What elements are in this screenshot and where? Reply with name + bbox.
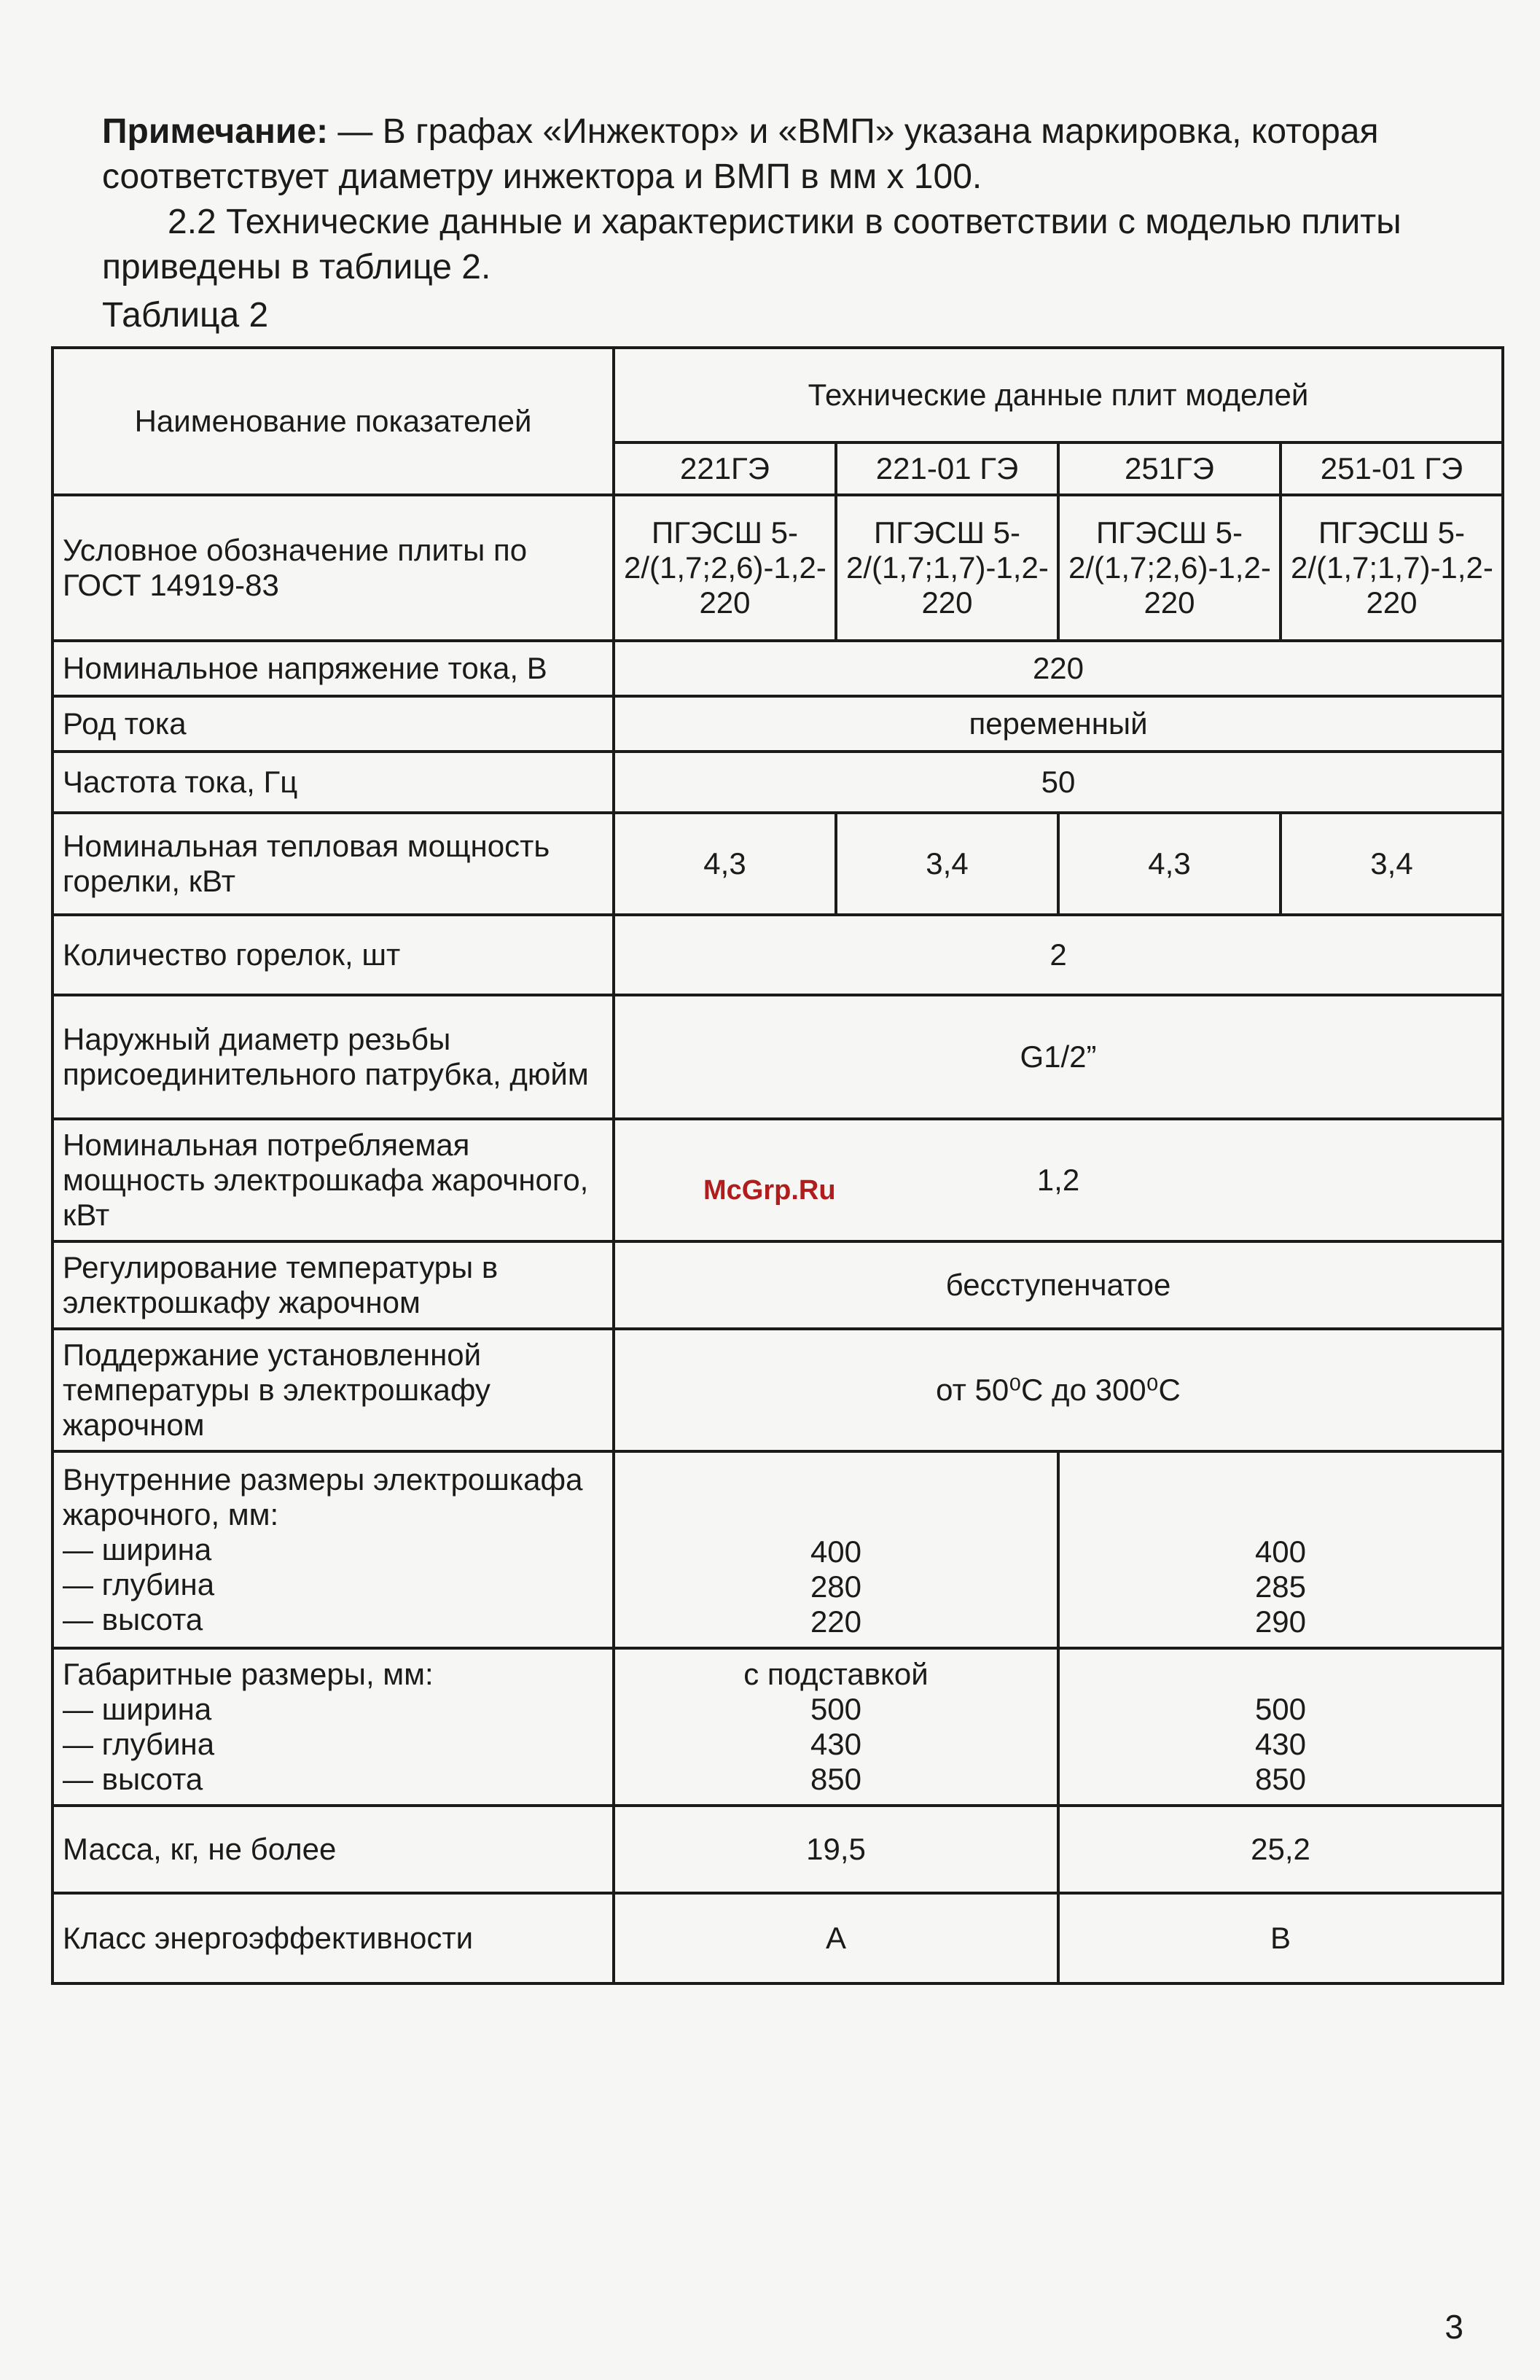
row-label-designation: Условное обозначение плиты по ГОСТ 14919-83 <box>52 495 614 641</box>
row-label-energy-class: Класс энергоэффективности <box>52 1893 614 1983</box>
burner-power-value-2: 3,4 <box>836 813 1058 915</box>
mass-left: 19,5 <box>614 1806 1058 1893</box>
overall-dims-left-value: 430 <box>810 1727 862 1761</box>
mass-right: 25,2 <box>1058 1806 1503 1893</box>
temp-control-value: бесступенчатое <box>614 1241 1503 1329</box>
designation-value-4: ПГЭСШ 5-2/(1,7;1,7)-1,2-220 <box>1281 495 1503 641</box>
table-row <box>52 995 1503 1119</box>
table-caption: Таблица 2 <box>102 296 269 335</box>
current-type-value: переменный <box>614 696 1503 752</box>
inner-dims-item: — ширина <box>63 1532 212 1566</box>
energy-class-left: А <box>614 1893 1058 1983</box>
inner-dims-right-value: 290 <box>1254 1604 1307 1639</box>
spec-table-wrapper <box>51 346 1501 1985</box>
section-paragraph: 2.2 Технические данные и характеристики в соответствии с моделью плиты приведены в таблице 2. <box>102 203 1402 286</box>
overall-dims-right-value: 850 <box>1254 1762 1307 1796</box>
inner-dims-item: — глубина <box>63 1567 215 1601</box>
row-label-overall-dims <box>52 1648 614 1806</box>
inner-dims-right <box>1058 1451 1503 1648</box>
row-label-frequency: Частота тока, Гц <box>52 752 614 813</box>
voltage-value: 220 <box>614 641 1503 696</box>
inner-dims-left-value: 220 <box>810 1604 862 1639</box>
burner-power-value-4: 3,4 <box>1281 813 1503 915</box>
table-row <box>52 495 1503 641</box>
table-row <box>52 696 1503 752</box>
designation-value-1: ПГЭСШ 5-2/(1,7;2,6)-1,2-220 <box>614 495 836 641</box>
inner-dims-left-value: 400 <box>810 1534 862 1569</box>
frequency-value: 50 <box>614 752 1503 813</box>
table-row <box>52 813 1503 915</box>
row-label-burner-power: Номинальная тепловая мощность горелки, кВт <box>52 813 614 915</box>
inner-dims-right-value: 400 <box>1254 1534 1307 1569</box>
header-model-2: 221-01 ГЭ <box>836 442 1058 495</box>
page-number: 3 <box>1445 2308 1463 2346</box>
burner-power-value-1: 4,3 <box>614 813 836 915</box>
overall-dims-left-note: с подставкой <box>743 1657 929 1691</box>
overall-dims-item: — глубина <box>63 1727 215 1761</box>
overall-dims-left-value: 850 <box>810 1762 862 1796</box>
thread-value: G1/2” <box>614 995 1503 1119</box>
header-model-1: 221ГЭ <box>614 442 836 495</box>
row-label-mass: Масса, кг, не более <box>52 1806 614 1893</box>
row-label-inner-dims <box>52 1451 614 1648</box>
inner-dims-right-value: 285 <box>1254 1569 1307 1604</box>
row-label-oven-power: Номинальная потребляемая мощность электрошкафа жарочного, кВт <box>52 1119 614 1241</box>
overall-dims-right-value: 500 <box>1254 1692 1307 1726</box>
watermark: McGrp.Ru <box>703 1175 836 1206</box>
inner-dims-left-value: 280 <box>810 1569 862 1604</box>
row-label-voltage: Номинальное напряжение тока, В <box>52 641 614 696</box>
table-row <box>52 1451 1503 1648</box>
burner-power-value-3: 4,3 <box>1058 813 1281 915</box>
note-paragraph <box>102 109 1531 200</box>
header-model-4: 251-01 ГЭ <box>1281 442 1503 495</box>
temp-range-value: от 50⁰С до 300⁰С <box>614 1329 1503 1451</box>
table-row <box>52 641 1503 696</box>
table-row <box>52 915 1503 995</box>
overall-dims-left <box>614 1648 1058 1806</box>
header-param-col: Наименование показателей <box>52 348 614 495</box>
note-label: Примечание: <box>102 112 329 151</box>
inner-dims-left <box>614 1451 1058 1648</box>
row-label-thread: Наружный диаметр резьбы присоединительного патрубка, дюйм <box>52 995 614 1119</box>
overall-dims-right <box>1058 1648 1503 1806</box>
spec-table <box>51 346 1504 1985</box>
header-group: Технические данные плит моделей <box>614 348 1503 442</box>
row-label-current-type: Род тока <box>52 696 614 752</box>
inner-dims-title: Внутренние размеры электрошкафа жарочного, мм: <box>63 1462 583 1532</box>
row-label-temp-control: Регулирование температуры в электрошкафу жарочном <box>52 1241 614 1329</box>
intro-text <box>102 109 1531 290</box>
overall-dims-item: — высота <box>63 1762 203 1796</box>
designation-value-2: ПГЭСШ 5-2/(1,7;1,7)-1,2-220 <box>836 495 1058 641</box>
table-row <box>52 1241 1503 1329</box>
burner-count-value: 2 <box>614 915 1503 995</box>
table-row <box>52 1648 1503 1806</box>
row-label-burner-count: Количество горелок, шт <box>52 915 614 995</box>
table-row <box>52 1893 1503 1983</box>
oven-power-value: 1,2 <box>614 1119 1503 1241</box>
table-row <box>52 348 1503 442</box>
overall-dims-item: — ширина <box>63 1692 212 1726</box>
note-text: — В графах «Инжектор» и «ВМП» указана маркировка, которая соответствует диаметру инжектора и ВМП в мм х 100. <box>102 112 1379 196</box>
row-label-temp-range: Поддержание установленной температуры в электрошкафу жарочном <box>52 1329 614 1451</box>
inner-dims-item: — высота <box>63 1602 203 1636</box>
energy-class-right: В <box>1058 1893 1503 1983</box>
table-row <box>52 1329 1503 1451</box>
overall-dims-right-value: 430 <box>1254 1727 1307 1761</box>
table-row <box>52 1806 1503 1893</box>
overall-dims-left-value: 500 <box>810 1692 862 1726</box>
table-row <box>52 752 1503 813</box>
header-model-3: 251ГЭ <box>1058 442 1281 495</box>
designation-value-3: ПГЭСШ 5-2/(1,7;2,6)-1,2-220 <box>1058 495 1281 641</box>
overall-dims-title: Габаритные размеры, мм: <box>63 1657 434 1691</box>
